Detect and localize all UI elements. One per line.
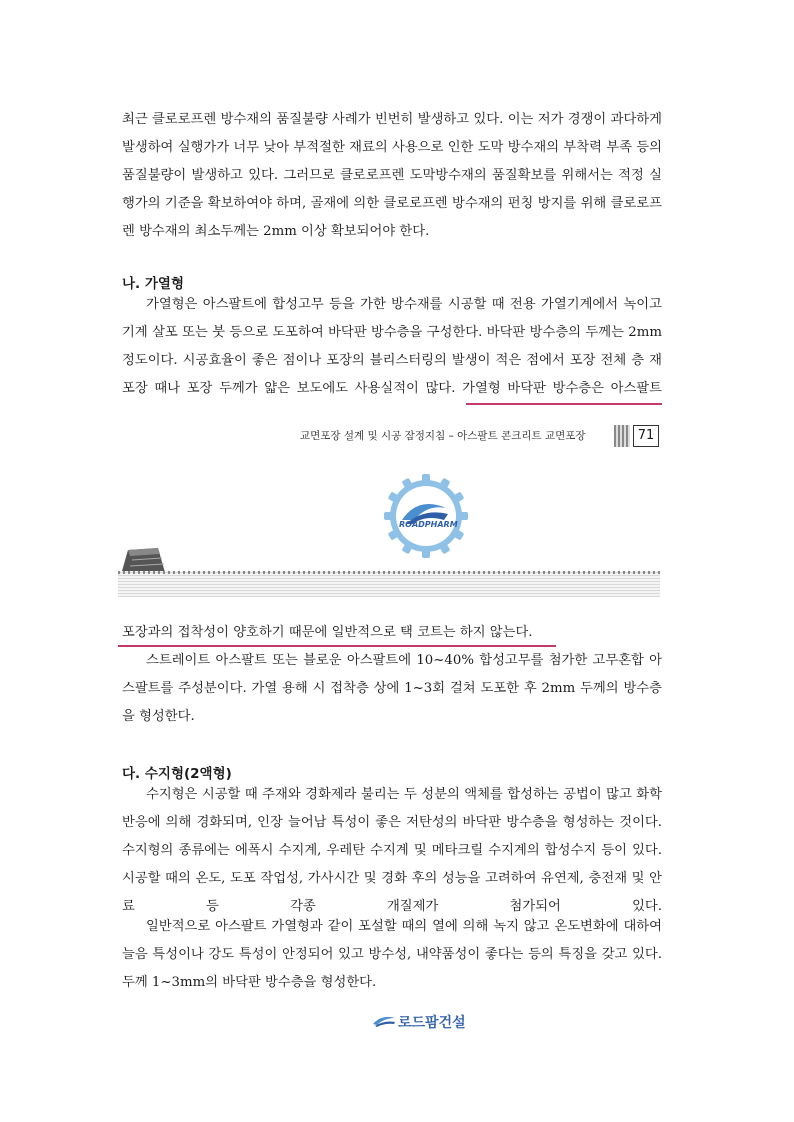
brand-name: 로드팜건설 bbox=[398, 1015, 466, 1031]
brand-logo-icon bbox=[372, 1012, 396, 1028]
continued-line: 포장과의 접착성이 양호하기 때문에 일반적으로 택 코트는 하지 않는다. bbox=[122, 625, 533, 640]
roadpharm-gear-logo bbox=[384, 474, 468, 558]
section-heading-heating-type: 나. 가열형 bbox=[122, 276, 184, 292]
highlight-underline bbox=[466, 403, 662, 405]
page-number: 71 bbox=[633, 425, 659, 447]
heating-type-paragraph: 가열형은 아스팔트에 합성고무 등을 가한 방수재를 시공할 때 전용 가열기계에서 녹이고 기계 살포 또는 붓 등으로 도포하여 바닥판 방수층을 구성한다. 바닥판 방수층의 두께는 2mm 정도이다. 시공효율이 좋은 점이나 포장의 블리스터링의 발생이 적은 점에서 포장 전체 층 재포장 때나 포장 두께가 얇은 보도에도 사용실적이 많다. 가열형 바닥판 방수층은 아스팔트 bbox=[122, 297, 662, 396]
rubber-asphalt-paragraph: 스트레이트 아스팔트 또는 블로운 아스팔트에 10~40% 합성고무를 첨가한 고무혼합 아스팔트를 주성분이다. 가열 용해 시 접착층 상에 1~3회 걸쳐 도포한 후 2mm 두께의 방수층을 형성한다. bbox=[122, 653, 662, 724]
intro-paragraph: 최근 클로로프렌 방수재의 품질불량 사례가 빈번히 발생하고 있다. 이는 저가 경쟁이 과다하게 발생하여 실행가가 너무 낮아 부적절한 재료의 사용으로 인한 도막 방수재의 부착력 부족 등의 품질불량이 발생하고 있다. 그러므로 클로로프렌 도막방수재의 품질확보를 위해서는 적정 실행가의 기준을 확보하여야 하며, 골재에 의한 클로로프렌 방수재의 펀칭 방지를 위해 클로로프렌 방수재의 최소두께는 2mm 이상 확보되어야 한다. bbox=[122, 112, 662, 239]
section-divider bbox=[118, 571, 660, 597]
resin-type-paragraph-2: 일반적으로 아스팔트 가열형과 같이 포설할 때의 열에 의해 녹지 않고 온도변화에 대하여 늘음 특성이나 강도 특성이 안정되어 있고 방수성, 내약품성이 좋다는 등의 특징을 갖고 있다. 두께 1~3mm의 바닥판 방수층을 형성한다. bbox=[122, 919, 662, 990]
section-heading-resin-type: 다. 수지형(2액형) bbox=[122, 766, 232, 782]
running-title: 교면포장 설계 및 시공 잠정지침 – 아스팔트 콘크리트 교면포장 bbox=[300, 430, 586, 442]
page-marker-bar bbox=[614, 425, 630, 447]
resin-type-paragraph-1: 수지형은 시공할 때 주재와 경화제라 불리는 두 성분의 액체를 합성하는 공법이 많고 화학반응에 의해 경화되며, 인장 늘어남 특성이 좋은 저탄성의 바닥판 방수층을 형성하는 것이다. 수지형의 종류에는 에폭시 수지계, 우레탄 수지계 및 메타크릴 수지계의 합성수지 등이 있다. 시공할 때의 온도, 도포 작업성, 가사시간 및 경화 후의 성능을 고려하여 유연제, 충전재 및 안료 등 각종 개질제가 첨가되어 있다. bbox=[122, 787, 662, 914]
watermark-text: ROADPHARM bbox=[399, 520, 458, 529]
